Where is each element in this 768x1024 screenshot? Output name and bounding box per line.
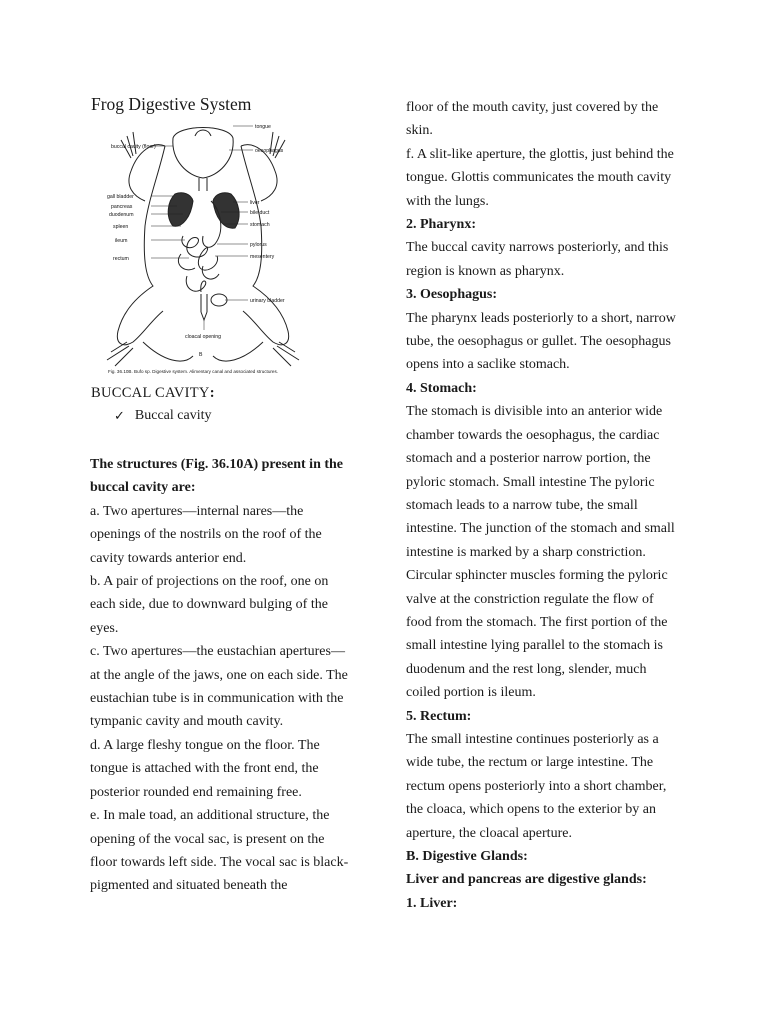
label-pylorus: pylorus [250, 242, 267, 248]
paragraph: f. A slit-like aperture, the glottis, just behind the tongue. Glottis communicates the mouth cavity with the lungs. [406, 146, 674, 209]
figure-caption: Fig. 36.10B. Bufo sp. Digestive system. Alimentary canal and associated structures. [108, 369, 279, 374]
checkmark-icon: ✓ [114, 408, 125, 424]
paragraph: The buccal cavity narrows posteriorly, and this region is known as pharynx. [406, 240, 669, 279]
label-duodenum: duodenum [109, 212, 134, 218]
label-gall-bladder: gall bladder [107, 194, 134, 200]
label-mesentery: mesentery [250, 254, 275, 260]
label-liver: liver [250, 200, 260, 206]
label-stomach: stomach [250, 222, 270, 228]
label-oesophagus: oesophagus [255, 148, 284, 154]
figure-letter: B [199, 352, 203, 358]
paragraph: c. Two apertures—the eustachian apertures—at the angle of the jaws, one on each side. The eustachian tube is in communication with the tympanic cavity and mouth cavity. [90, 644, 348, 730]
label-pancreas: pancreas [111, 204, 133, 210]
label-bile-duct: bile duct [250, 210, 270, 216]
section-heading-colon: : [209, 385, 215, 401]
paragraph: The pharynx leads posteriorly to a short, narrow tube, the oesophagus or gullet. The oesophagus opens into a saclike stomach. [406, 310, 676, 373]
section-heading-text: BUCCAL CAVITY [91, 385, 210, 401]
heading-glands-intro: Liver and pancreas are digestive glands: [406, 872, 647, 888]
page-title: Frog Digestive System [91, 94, 252, 114]
heading-oesophagus: 3. Oesophagus: [406, 287, 498, 303]
label-ileum: ileum [115, 238, 128, 244]
right-column [406, 96, 680, 915]
frog-digestive-diagram [103, 116, 303, 378]
label-tongue: tongue [255, 124, 271, 130]
paragraph: The stomach is divisible into an anterior wide chamber towards the oesophagus, the cardiac stomach and a posterior narrow portion, the pyloric stomach. Small intestine The pyloric stomach leads to a narrow tube, the small intestine. The junction of the stomach and small intestine is marked by a sharp constriction. [406, 404, 675, 560]
label-urinary-bladder: urinary bladder [250, 298, 285, 304]
paragraph: floor of the mouth cavity, just covered by the skin. [406, 100, 659, 139]
section-heading [91, 385, 215, 402]
label-buccal-cavity: buccal cavity (floor) [111, 144, 156, 150]
label-spleen: spleen [113, 224, 129, 230]
paragraph: d. A large fleshy tongue on the floor. The tongue is attached with the front end, the posterior rounded end remaining free. [90, 737, 320, 800]
bullet-item [114, 408, 211, 424]
heading-stomach: 4. Stomach: [406, 380, 477, 396]
heading-pharynx: 2. Pharynx: [406, 217, 476, 233]
left-column [90, 453, 352, 898]
paragraph: The small intestine continues posteriorly as a wide tube, the rectum or large intestine. The rectum opens posteriorly into a short chamber, the cloaca, which opens to the exterior by an aperture, the cloacal aperture. [406, 731, 667, 841]
paragraph: Circular sphincter muscles forming the pyloric valve at the constriction regulate the flow of food from the stomach. The first portion of the small intestine lying parallel to the stomach is duodenum and the rest long, slender, much coiled portion is ileum. [406, 568, 668, 701]
paragraph: e. In male toad, an additional structure, the opening of the vocal sac, is present on the floor towards left side. The vocal sac is black-pigmented and situated beneath the [90, 808, 349, 894]
heading-liver: 1. Liver: [406, 895, 458, 911]
paragraph: b. A pair of projections on the roof, one on each side, due to downward bulging of the eyes. [90, 574, 329, 636]
bullet-text: Buccal cavity [134, 408, 212, 423]
label-cloacal-opening: cloacal opening [185, 334, 222, 340]
label-rectum: rectum [113, 256, 129, 262]
heading-rectum: 5. Rectum: [406, 708, 472, 724]
paragraph-heading: The structures (Fig. 36.10A) present in the buccal cavity are: [90, 457, 344, 496]
heading-digestive-glands: B. Digestive Glands: [406, 849, 528, 864]
frog-anatomy-drawing [103, 116, 303, 378]
paragraph: a. Two apertures—internal nares—the openings of the nostrils on the roof of the cavity towards anterior end. [90, 503, 322, 566]
